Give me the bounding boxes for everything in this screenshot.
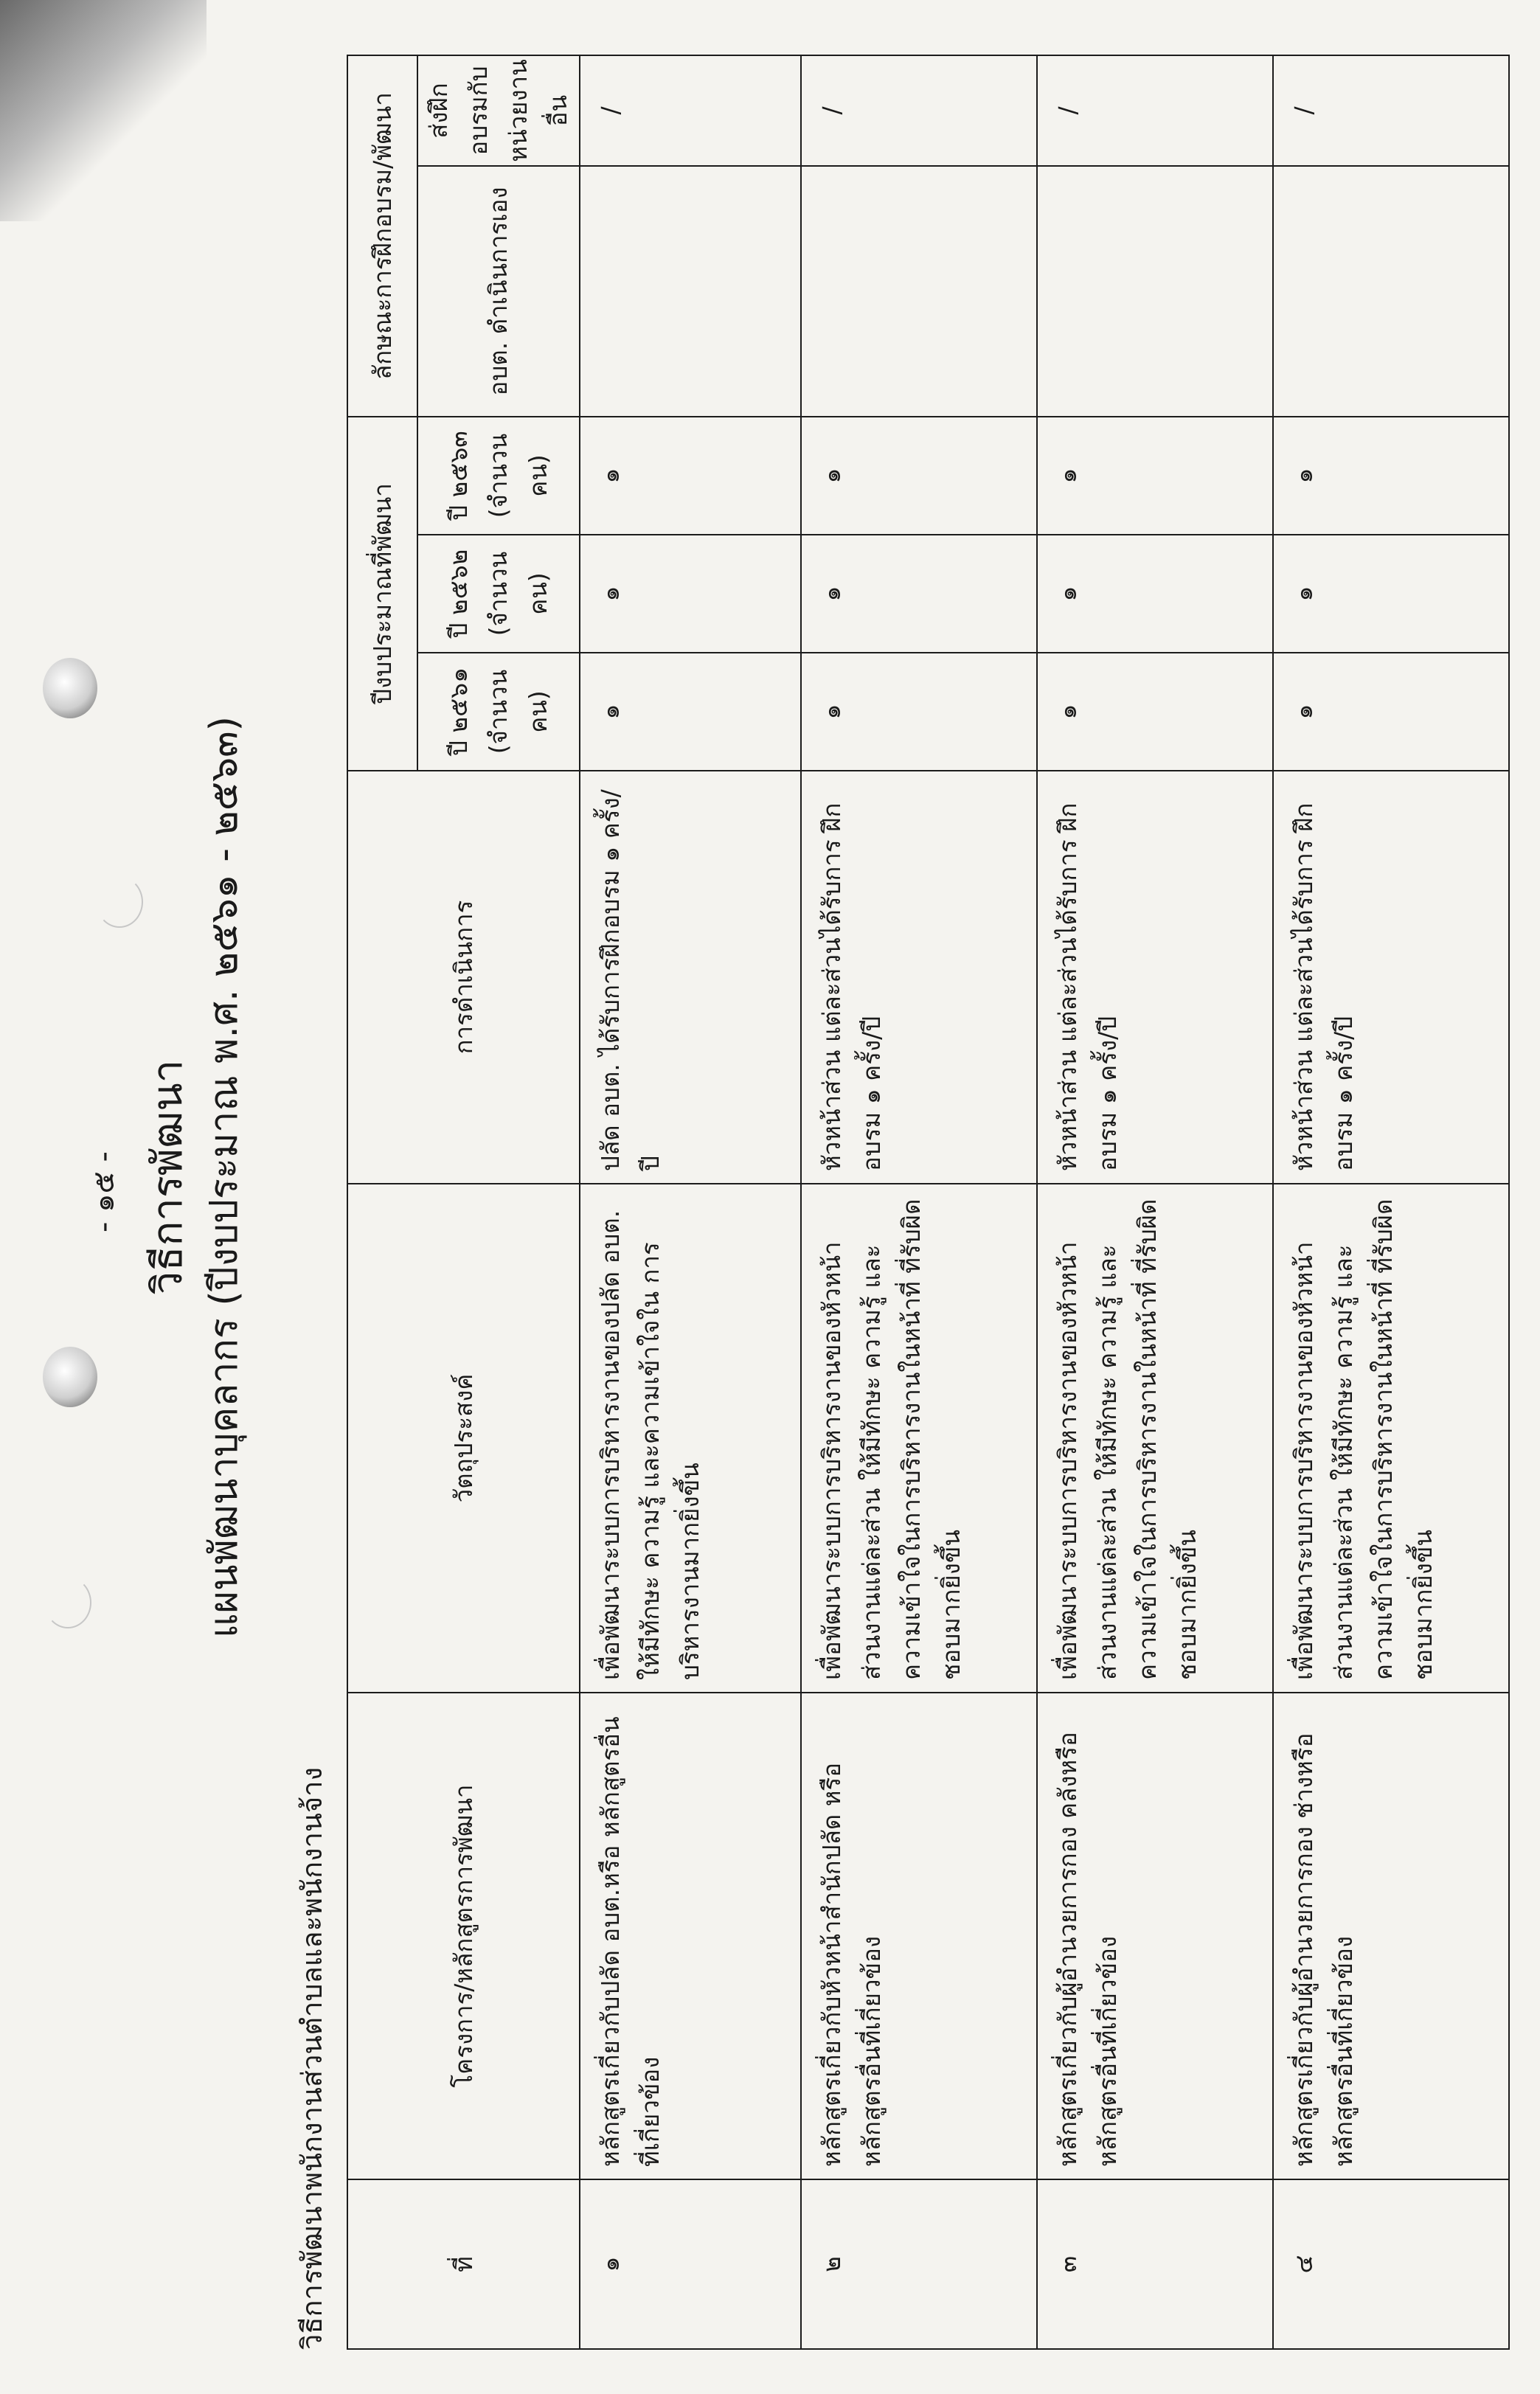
table-row [801,55,1037,2349]
method-cell: หัวหน้าส่วน แต่ละส่วนได้รับการ ฝึกอบรม ๑ ครั้ง/ปี [1037,771,1273,1184]
header-year-2561: ปี ๒๕๖๑ (จำนวน คน) [417,653,580,771]
header-no: ที่ [347,2179,580,2349]
year-2562-cell: ๑ [1037,535,1273,653]
row-number: ๒ [801,2179,1037,2349]
header-project: โครงการ/หลักสูตรการพัฒนา [347,1693,580,2179]
project-cell: หลักสูตรเกี่ยวกับหัวหน้าสำนักปลัด หรือหลักสูตรอื่นที่เกี่ยวข้อง [801,1693,1037,2179]
external-mark-cell: / [1037,55,1273,166]
year-2561-cell: ๑ [1273,653,1509,771]
project-cell: หลักสูตรเกี่ยวกับผู้อำนวยการกอง ช่างหรือหลักสูตรอื่นที่เกี่ยวข้อง [1273,1693,1509,2179]
year-2563-cell: ๑ [580,417,801,535]
external-mark-cell: / [580,55,801,166]
year-2561-cell: ๑ [1037,653,1273,771]
project-cell: หลักสูตรเกี่ยวกับผู้อำนวยการกอง คลังหรือหลักสูตรอื่นที่เกี่ยวข้อง [1037,1693,1273,2179]
method-cell: หัวหน้าส่วน แต่ละส่วนได้รับการ ฝึกอบรม ๑ ครั้ง/ปี [1273,771,1509,1184]
year-2561-cell: ๑ [580,653,801,771]
header-self-run: อบต. ดำเนินการเอง [417,166,580,417]
year-2562-cell: ๑ [580,535,801,653]
method-cell: หัวหน้าส่วน แต่ละส่วนได้รับการ ฝึกอบรม ๑ ครั้ง/ปี [801,771,1037,1184]
row-number: ๓ [1037,2179,1273,2349]
development-plan-table [347,55,1510,2350]
self-run-cell [801,166,1037,417]
row-number: ๔ [1273,2179,1509,2349]
plan-subtitle: แผนพัฒนาบุคลากร (ปีงบประมาณ พ.ศ. ๒๕๖๑ - ๒๕๖๓) [202,716,246,1638]
header-external-training: ส่งฝึกอบรมกับ หน่วยงานอื่น [417,55,580,166]
self-run-cell [1273,166,1509,417]
external-mark-cell: / [801,55,1037,166]
year-2563-cell: ๑ [801,417,1037,535]
objective-cell: เพื่อพัฒนาระบบการบริหารงานของปลัด อบต. ให้มีทักษะ ความรู้ และความเข้าใจใน การบริหารงานมากยิ่งขึ้น [580,1184,801,1693]
table-row [1037,55,1273,2349]
external-mark-cell: / [1273,55,1509,166]
page-title: วิธีการพัฒนา [144,1059,192,1295]
objective-cell: เพื่อพัฒนาระบบการบริหารงานของหัวหน้า ส่วนงานแต่ละส่วน ให้มีทักษะ ความรู้ และความเข้าใจในการบริหารงานในหน้าที่ ที่รับผิดชอบมากยิ่งขึ้น [1273,1184,1509,1693]
objective-cell: เพื่อพัฒนาระบบการบริหารงานของหัวหน้า ส่วนงานแต่ละส่วน ให้มีทักษะ ความรู้ และความเข้าใจในการบริหารงานในหน้าที่ ที่รับผิดชอบมากยิ่งขึ้น [801,1184,1037,1693]
header-budget-years: ปีงบประมาณที่พัฒนา [347,417,417,771]
header-year-2563: ปี ๒๕๖๓ (จำนวน คน) [417,417,580,535]
page-number: - ๑๕ - [87,1151,121,1232]
section-title: วิธีการพัฒนาพนักงานส่วนตำบลและพนักงานจ้าง [296,1766,328,2350]
header-year-2562: ปี ๒๕๖๒ (จำนวน คน) [417,535,580,653]
objective-cell: เพื่อพัฒนาระบบการบริหารงานของหัวหน้า ส่วนงานแต่ละส่วน ให้มีทักษะ ความรู้ และความเข้าใจในการบริหารงานในหน้าที่ ที่รับผิดชอบมากยิ่งขึ้น [1037,1184,1273,1693]
project-cell: หลักสูตรเกี่ยวกับปลัด อบต.หรือ หลักสูตรอื่นที่เกี่ยวข้อง [580,1693,801,2179]
header-objective: วัตถุประสงค์ [347,1184,580,1693]
header-training-type: ลักษณะการฝึกอบรม/พัฒนา [347,55,417,417]
method-cell: ปลัด อบต. ได้รับการฝึกอบรม ๑ ครั้ง/ปี [580,771,801,1184]
year-2561-cell: ๑ [801,653,1037,771]
self-run-cell [580,166,801,417]
self-run-cell [1037,166,1273,417]
table-row [580,55,801,2349]
page-heading [140,403,252,1951]
row-number: ๑ [580,2179,801,2349]
header-method: การดำเนินการ [347,771,580,1184]
year-2563-cell: ๑ [1273,417,1509,535]
table-row [1273,55,1509,2349]
year-2562-cell: ๑ [1273,535,1509,653]
year-2562-cell: ๑ [801,535,1037,653]
year-2563-cell: ๑ [1037,417,1273,535]
